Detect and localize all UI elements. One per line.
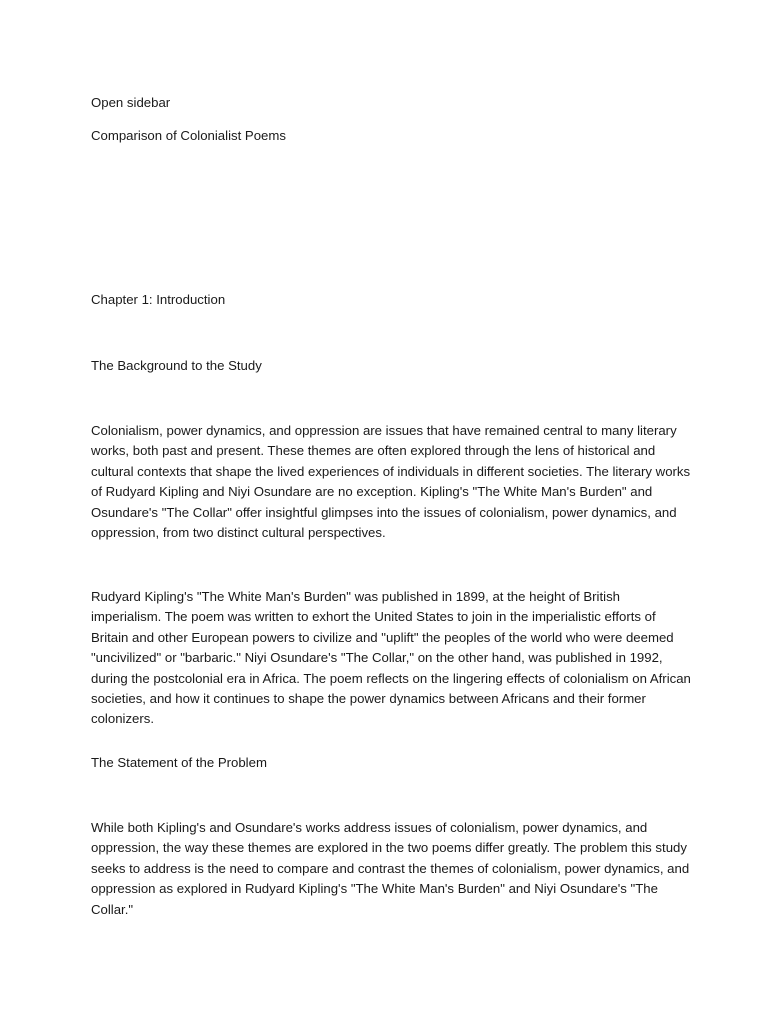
paragraph-background-2: Rudyard Kipling's "The White Man's Burden" was published in 1899, at the height of British imperialism. The poem was written to exhort the United States to join in the imperialistic efforts of Britain and other European powers to civilize and "uplift" the peoples of the world who were deemed "uncivilized" or "barbaric." Niyi Osundare's "The Collar," on the other hand, was published in 1992, during the postcolonial era in Africa. The poem reflects on the lingering effects of colonialism on African societies, and how it continues to shape the power dynamics between Africans and their former colonizers. <box>91 589 691 727</box>
document-title: Comparison of Colonialist Poems <box>91 128 286 143</box>
paragraph-background-1: Colonialism, power dynamics, and oppression are issues that have remained central to many literary works, both past and present. These themes are often explored through the lens of historical and cultural contexts that shape the lived experiences of individuals in different societies. The literary works of Rudyard Kipling and Niyi Osundare are no exception. Kipling's "The White Man's Burden" and Osundare's "The Collar" offer insightful glimpses into the issues of colonialism, power dynamics, and oppression, from two distinct cultural perspectives. <box>91 423 691 541</box>
chapter-heading: Chapter 1: Introduction <box>91 292 226 307</box>
section-heading-problem: The Statement of the Problem <box>91 755 267 770</box>
paragraph-problem: While both Kipling's and Osundare's works address issues of colonialism, power dynamics, and oppression, the way these themes are explored in the two poems differ greatly. The problem this study seeks to address is the need to compare and contrast the themes of colonialism, power dynamics, and oppression as explored in Rudyard Kipling's "The White Man's Burden" and Niyi Osundare's "The Collar." <box>91 820 690 917</box>
open-sidebar-link[interactable]: Open sidebar <box>91 95 171 110</box>
section-heading-background: The Background to the Study <box>91 358 262 373</box>
